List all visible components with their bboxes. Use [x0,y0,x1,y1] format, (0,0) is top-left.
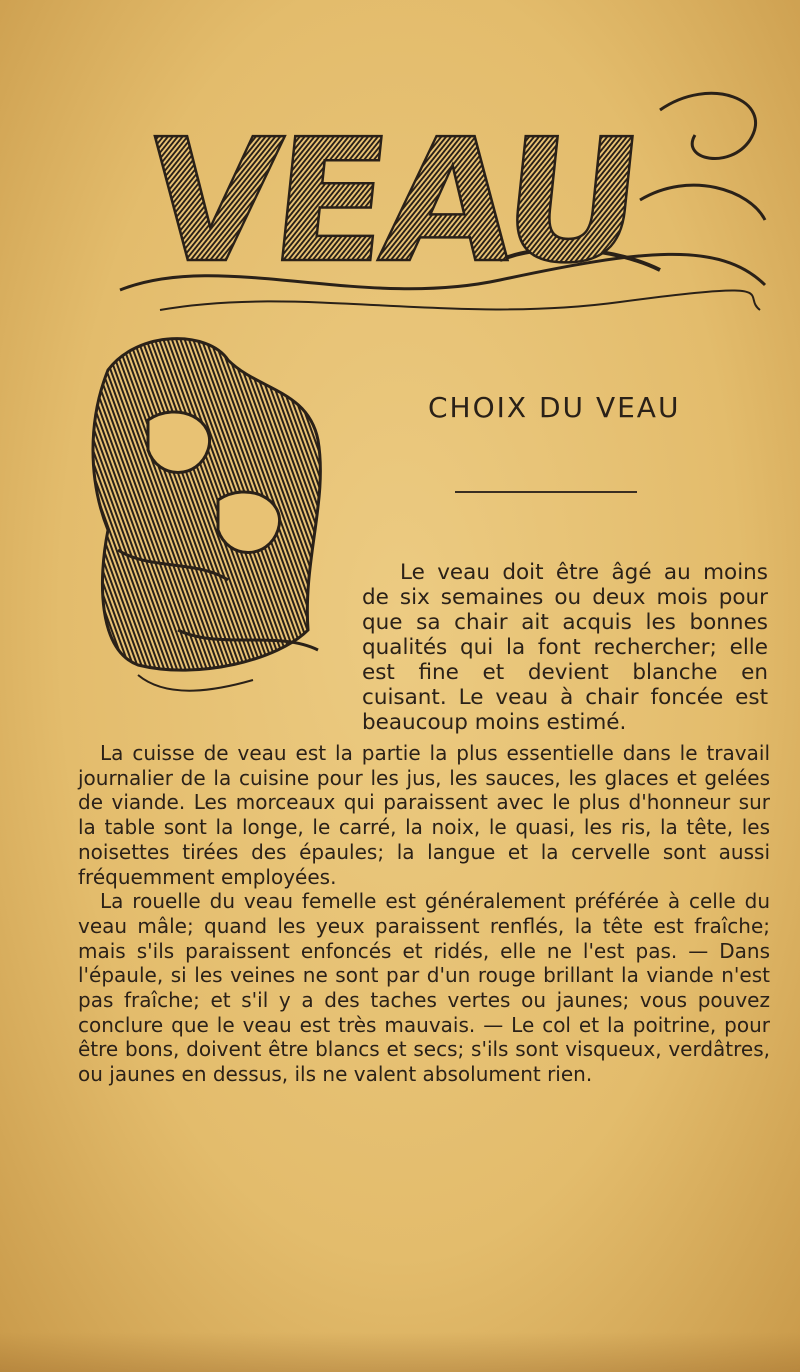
paragraph: La cuisse de veau est la partie la plus essentielle dans le travail journalier de la cuisine pour les jus, les sauces, les glaces et gelées de viande. Les morceaux qui paraissent avec le plus d'honneur sur la table sont la longe, le carré, la noix, le quasi, les ris, la tête, les noisettes tirées des épaules; la langue et la cervelle sont aussi fréquemment employées. [78,741,770,889]
body-text [78,741,770,1087]
veau-title-illustration [100,80,780,340]
section-title: CHOIX DU VEAU [428,391,681,424]
intro-paragraph: Le veau doit être âgé au moins de six semaines ou deux mois pour que sa chair ait acquis les bonnes qualités qui la font rechercher; elle est fine et devient blanche en cuisant. Le veau à chair foncée est beaucoup moins estimé. [362,560,768,735]
page-edge-shadow [0,1332,800,1372]
veau-title-text: VEAU [136,103,646,301]
title-divider [455,491,637,493]
paragraph: La rouelle du veau femelle est généralement préférée à celle du veau mâle; quand les yeux paraissent renflés, la tête est fraîche; mais s'ils paraissent enfoncés et ridés, elle ne l'est pas. — Dans l'épaule, si les veines ne sont par d'un rouge brillant la viande n'est pas fraîche; et s'il y a des taches vertes ou jaunes; vous pouvez conclure que le veau est très mauvais. — Le col et la poitrine, pour être bons, doivent être blancs et secs; s'ils sont visqueux, verdâtres, ou jaunes en dessus, ils ne valent absolument rien. [78,889,770,1087]
vegetable-ornament-illustration [78,330,338,710]
